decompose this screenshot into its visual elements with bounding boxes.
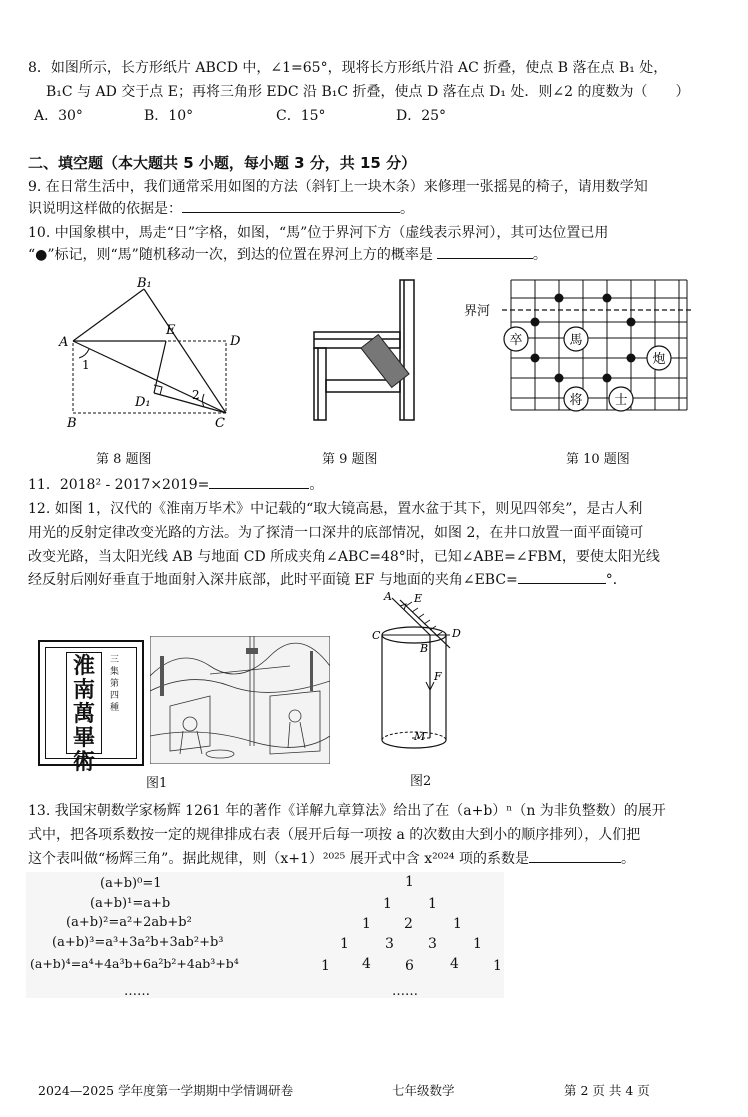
fig8-label-a: A (59, 335, 69, 350)
pascal-row-2-n2: 1 (453, 916, 462, 932)
q12-line-3: 改变光路，当太阳光线 AB 与地面 CD 所成夹角∠ABC=48°时，已知∠ABE=∠FBM，要使太阳光线 (28, 549, 660, 565)
q8-option-b: B．10° (144, 108, 194, 124)
fig8-label-b: B (67, 416, 77, 431)
pascal-row-2-n0: 1 (362, 916, 371, 932)
marker (603, 374, 612, 383)
marker (531, 318, 540, 327)
board-grid (511, 280, 687, 410)
pascal-row-3-n3: 1 (473, 936, 482, 952)
q10-line-2-text: “●”标记，则“馬”随机移动一次，到达的位置在界河上方的概率是 (28, 247, 433, 263)
q12-line-2: 用光的反射定律改变光路的方法。为了探清一口深井的底部情况，如图 2，在井口放置一面平面镜可 (28, 525, 644, 541)
q10-answer-blank[interactable] (437, 244, 533, 259)
q9-line-1: 9. 在日常生活中，我们通常采用如图的方法（斜钉上一块木条）来修理一张摇晃的椅子，请用数学知 (28, 179, 648, 195)
fig8-segment-ab1 (73, 289, 144, 341)
marker (555, 374, 564, 383)
q10-line-2: “●”标记，则“馬”随机移动一次，到达的位置在界河上方的概率是 。 (28, 244, 547, 266)
fig8-label-d: D (230, 334, 241, 349)
fig12-label-a: A (384, 590, 392, 603)
pascal-row-0-n0: 1 (405, 874, 414, 890)
fig12-label-c: C (372, 629, 381, 642)
pascal-formula-1: (a+b)¹=a+b (90, 896, 171, 911)
fig10-caption: 第 10 题图 (566, 452, 630, 467)
fig8-label-angle-2: 2 (192, 388, 200, 402)
fig12-caption-2: 图2 (410, 774, 432, 789)
piece-advisor-label: 士 (614, 393, 628, 408)
section-2-title: 二、填空题（本大题共 5 小题，每小题 3 分，共 15 分） (28, 154, 417, 172)
fig9-caption: 第 9 题图 (322, 452, 378, 467)
book-cover (38, 640, 144, 775)
piece-soldier-label: 卒 (509, 333, 523, 348)
mirror-hatching (406, 602, 442, 636)
fig8-segment-b1c (144, 289, 226, 413)
light-ray-ab (392, 598, 430, 635)
pascal-row-4-n0: 1 (321, 958, 330, 974)
q10-line-1: 10. 中国象棋中，馬走“日”字格，如图，“馬”位于界河下方（虚线表示界河），其可达位置已用 (28, 225, 609, 241)
fig8-label-e: E (166, 323, 176, 338)
mirror-ef (400, 600, 450, 648)
book-side-label: 三集第四種 (110, 655, 120, 713)
fig8-label-d1: D₁ (135, 395, 151, 410)
pascal-row-3-n0: 1 (340, 936, 349, 952)
fig8-label-c: C (215, 416, 225, 431)
figure-8 (55, 272, 255, 432)
fig12-label-b: B (420, 642, 429, 655)
q13-answer-blank[interactable] (529, 848, 621, 863)
q12-line-4: 经反射后刚好垂直于地面射入深井底部，此时平面镜 EF 与地面的夹角∠EBC= °． (28, 569, 627, 591)
pascal-formula-4: (a+b)⁴=a⁴+4a³b+6a²b²+4ab³+b⁴ (30, 956, 239, 971)
fig12-label-m: M (414, 730, 426, 743)
book-title: 淮南萬畢術 (72, 653, 95, 775)
pascal-row-4-n3: 4 (450, 956, 459, 972)
piece-general-label: 将 (569, 393, 583, 408)
river-label: 界河 (464, 304, 491, 319)
pascal-row-4-n1: 4 (362, 956, 371, 972)
fig12-label-d: D (452, 627, 461, 640)
fig12-label-f: F (434, 670, 442, 683)
footer-grade: 七年级数学 (392, 1083, 455, 1098)
q12-answer-blank[interactable] (518, 569, 606, 584)
fig8-caption: 第 8 题图 (96, 452, 152, 467)
pascal-row-1-n1: 1 (428, 896, 437, 912)
figure-10-chessboard (462, 275, 694, 425)
marker (555, 294, 564, 303)
q8-option-c: C．15° (276, 108, 326, 124)
q11-line: 11．2018² - 2017×2019= 。 (28, 474, 323, 496)
pascal-row-2-n1: 2 (404, 916, 413, 932)
q11-answer-blank[interactable] (209, 474, 309, 489)
piece-cannon-label: 炮 (652, 352, 666, 367)
q13-line-3: 这个表叫做“杨辉三角”。据此规律，则（x+1）²⁰²⁵ 展开式中含 x²⁰²⁴ 项的系数是 。 (28, 848, 635, 870)
q8-option-a: A．30° (34, 108, 83, 124)
fig8-angle-2-arc (203, 394, 205, 407)
footer-exam-title: 2024—2025 学年度第一学期期中学情调研卷 (38, 1083, 294, 1098)
fig8-angle-1-arc (79, 349, 89, 358)
pascal-row-4-n4: 1 (493, 958, 502, 974)
marker (627, 318, 636, 327)
pascal-row-1-n0: 1 (383, 896, 392, 912)
fig12-label-e: E (414, 592, 423, 605)
ancient-illustration (150, 636, 330, 764)
chair-front-leg (314, 348, 326, 420)
q9-line-2-text: 识说明这样做的依据是： (28, 201, 182, 217)
marker (531, 354, 540, 363)
q8-line-2: B₁C 与 AD 交于点 E；再将三角形 EDC 沿 B₁C 折叠，使点 D 落在点 D₁ 处．则∠2 的度数为（ ） (46, 84, 690, 100)
q12-line-1: 12. 如图 1，汉代的《淮南万毕术》中记载的“取大镜高悬，置水盆于其下，则见四邻矣”，是古人利 (28, 501, 643, 517)
fig12-caption-1: 图1 (146, 776, 168, 791)
pascal-formula-2: (a+b)²=a²+2ab+b² (66, 915, 192, 930)
pascal-formula-3: (a+b)³=a³+3a²b+3ab²+b³ (52, 935, 224, 950)
q13-line-1: 13. 我国宋朝数学家杨辉 1261 年的著作《详解九章算法》给出了在（a+b）ⁿ（n 为非负整数）的展开 (28, 803, 666, 819)
piece-horse-label: 馬 (569, 333, 583, 348)
q13-line-3-text: 这个表叫做“杨辉三角”。据此规律，则（x+1）²⁰²⁵ 展开式中含 x²⁰²⁴ 项的系数是 (28, 851, 529, 867)
pascal-formula-ellipsis: …… (124, 984, 150, 999)
footer-page-number: 第 2 页 共 4 页 (564, 1083, 650, 1098)
fig8-label-b1: B₁ (137, 276, 152, 291)
figure-9-chair (300, 272, 430, 427)
figure-12-well (370, 590, 480, 766)
q8-option-d: D．25° (396, 108, 447, 124)
q9-line-2: 识说明这样做的依据是： 。 (28, 198, 414, 220)
pascal-row-4-n2: 6 (405, 958, 414, 974)
chair-back-post (400, 280, 414, 420)
pascal-row-3-n2: 3 (428, 936, 437, 952)
marker (627, 354, 636, 363)
q11-text: 11．2018² - 2017×2019= (28, 477, 210, 493)
q13-line-2: 式中，把各项系数按一定的规律排成右表（展开后每一项按 a 的次数由大到小的顺序排列），人们把 (28, 827, 641, 843)
marker (603, 294, 612, 303)
fig8-label-angle-1: 1 (82, 358, 90, 372)
q8-line-1: 8．如图所示，长方形纸片 ABCD 中，∠1=65°，现将长方形纸片沿 AC 折叠，使点 B 落在点 B₁ 处， (28, 60, 668, 76)
pascal-triangle-ellipsis: …… (392, 984, 418, 999)
pascal-row-3-n1: 3 (385, 936, 394, 952)
q9-answer-blank[interactable] (182, 198, 400, 213)
pascal-formula-0: (a+b)⁰=1 (100, 876, 162, 891)
q12-line-4-text: 经反射后刚好垂直于地面射入深井底部，此时平面镜 EF 与地面的夹角∠EBC= (28, 572, 518, 588)
